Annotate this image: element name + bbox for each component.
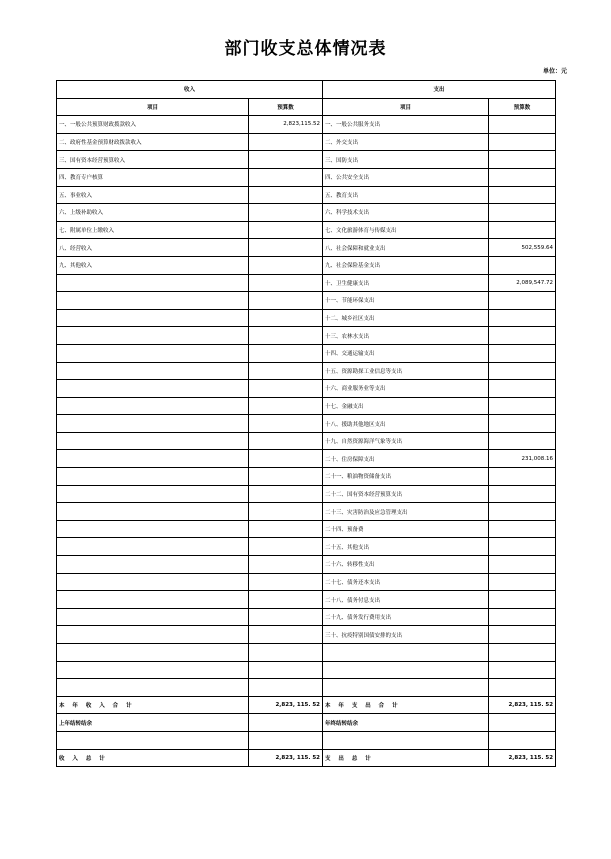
income-budget-cell bbox=[249, 274, 323, 292]
income-budget-cell bbox=[249, 168, 323, 186]
income-item-cell: 二、政府性基金预算财政拨款收入 bbox=[57, 133, 249, 151]
expense-item-header: 项目 bbox=[323, 98, 489, 116]
income-item-cell bbox=[57, 292, 249, 310]
income-item-cell bbox=[57, 644, 249, 662]
expense-item-cell: 十二、城乡社区支出 bbox=[323, 309, 489, 327]
income-item-cell bbox=[57, 520, 249, 538]
income-item-cell bbox=[57, 468, 249, 486]
expense-item-cell: 二、外交支出 bbox=[323, 133, 489, 151]
table-row bbox=[57, 538, 556, 556]
expense-budget-cell bbox=[489, 380, 556, 398]
table-row bbox=[57, 644, 556, 662]
expense-item-cell: 二十、住房保障支出 bbox=[323, 450, 489, 468]
expense-item-cell: 二十五、其他支出 bbox=[323, 538, 489, 556]
income-item-cell bbox=[57, 397, 249, 415]
income-item-cell bbox=[57, 573, 249, 591]
expense-budget-cell bbox=[489, 573, 556, 591]
year-total-row bbox=[57, 696, 556, 714]
expense-budget-cell bbox=[489, 644, 556, 662]
table-row bbox=[57, 151, 556, 169]
table-row bbox=[57, 133, 556, 151]
expense-item-cell: 五、教育支出 bbox=[323, 186, 489, 204]
table-row bbox=[57, 485, 556, 503]
income-budget-cell bbox=[249, 520, 323, 538]
expense-budget-cell bbox=[489, 468, 556, 486]
expense-budget-cell bbox=[489, 485, 556, 503]
expense-budget-cell bbox=[489, 679, 556, 697]
expense-budget-cell bbox=[489, 432, 556, 450]
expense-budget-cell bbox=[489, 344, 556, 362]
expense-budget-cell bbox=[489, 204, 556, 222]
expense-item-cell bbox=[323, 661, 489, 679]
table-row bbox=[57, 556, 556, 574]
table-row bbox=[57, 292, 556, 310]
expense-item-cell: 一、一般公共服务支出 bbox=[323, 116, 489, 134]
expense-item-cell: 二十二、国有资本经营预算支出 bbox=[323, 485, 489, 503]
expense-item-cell: 二十四、预备费 bbox=[323, 520, 489, 538]
income-budget-cell bbox=[249, 309, 323, 327]
income-item-cell bbox=[57, 661, 249, 679]
income-budget-cell bbox=[249, 186, 323, 204]
income-budget-cell bbox=[249, 661, 323, 679]
income-item-cell bbox=[57, 731, 249, 749]
unit-label: 单位：元 bbox=[542, 68, 567, 75]
income-item-cell: 一、一般公共预算财政拨款收入 bbox=[57, 116, 249, 134]
income-budget-cell bbox=[249, 591, 323, 609]
table-row bbox=[57, 239, 556, 257]
income-item-cell bbox=[57, 556, 249, 574]
income-budget-cell bbox=[249, 133, 323, 151]
income-budget-cell bbox=[249, 608, 323, 626]
expense-budget-cell: 231,008.16 bbox=[489, 450, 556, 468]
income-item-header: 项目 bbox=[57, 98, 249, 116]
end-balance-label: 年终结转结余 bbox=[323, 714, 489, 732]
expense-total-label: 支 出 总 计 bbox=[323, 749, 489, 767]
expense-item-cell: 十九、自然资源海洋气象等支出 bbox=[323, 432, 489, 450]
table-row bbox=[57, 608, 556, 626]
income-budget-cell: 2,823,115.52 bbox=[249, 116, 323, 134]
expense-item-cell: 二十七、债务还本支出 bbox=[323, 573, 489, 591]
expense-budget-cell bbox=[489, 256, 556, 274]
table-row bbox=[57, 503, 556, 521]
income-budget-cell bbox=[249, 362, 323, 380]
income-budget-cell bbox=[249, 221, 323, 239]
expense-budget-cell bbox=[489, 608, 556, 626]
income-budget-cell bbox=[249, 397, 323, 415]
income-item-cell: 七、附属单位上缴收入 bbox=[57, 221, 249, 239]
prev-balance-label: 上年结转结余 bbox=[57, 714, 249, 732]
expense-budget-cell bbox=[489, 520, 556, 538]
expense-budget-cell bbox=[489, 151, 556, 169]
expense-budget-cell bbox=[489, 186, 556, 204]
expense-budget-cell bbox=[489, 168, 556, 186]
income-budget-cell bbox=[249, 556, 323, 574]
table-row bbox=[57, 731, 556, 749]
grand-total-row bbox=[57, 749, 556, 767]
table-row bbox=[57, 626, 556, 644]
table-row bbox=[57, 432, 556, 450]
year-income-label: 本 年 收 入 合 计 bbox=[57, 696, 249, 714]
income-budget-cell bbox=[249, 432, 323, 450]
expense-item-cell: 十四、交通运输支出 bbox=[323, 344, 489, 362]
income-item-cell: 八、经营收入 bbox=[57, 239, 249, 257]
income-item-cell: 四、教育专户核算 bbox=[57, 168, 249, 186]
expense-item-cell: 二十八、债务付息支出 bbox=[323, 591, 489, 609]
income-item-cell: 六、上级补助收入 bbox=[57, 204, 249, 222]
income-budget-cell bbox=[249, 450, 323, 468]
end-balance-value bbox=[489, 714, 556, 732]
expense-budget-cell bbox=[489, 556, 556, 574]
income-item-cell bbox=[57, 344, 249, 362]
table-row bbox=[57, 204, 556, 222]
income-item-cell bbox=[57, 485, 249, 503]
expense-item-cell: 二十九、债务发行费用支出 bbox=[323, 608, 489, 626]
balance-row bbox=[57, 714, 556, 732]
expense-item-cell: 七、文化旅游体育与传媒支出 bbox=[323, 221, 489, 239]
expense-budget-cell: 502,559.64 bbox=[489, 239, 556, 257]
expense-item-cell: 二十三、灾害防治及应急管理支出 bbox=[323, 503, 489, 521]
income-item-cell bbox=[57, 362, 249, 380]
expense-item-cell: 十、卫生健康支出 bbox=[323, 274, 489, 292]
table-row bbox=[57, 362, 556, 380]
expense-budget-cell bbox=[489, 327, 556, 345]
year-expense-value: 2,823, 115. 52 bbox=[489, 696, 556, 714]
table-row bbox=[57, 256, 556, 274]
income-item-cell: 三、国有资本经营预算收入 bbox=[57, 151, 249, 169]
expense-item-cell: 十七、金融支出 bbox=[323, 397, 489, 415]
income-header: 收入 bbox=[57, 81, 323, 99]
income-item-cell bbox=[57, 591, 249, 609]
income-budget-cell bbox=[249, 468, 323, 486]
expense-item-cell: 十一、节能环保支出 bbox=[323, 292, 489, 310]
expense-item-cell: 二十一、粮油物资储备支出 bbox=[323, 468, 489, 486]
table-row bbox=[57, 309, 556, 327]
income-budget-cell bbox=[249, 256, 323, 274]
expense-item-cell: 三、国防支出 bbox=[323, 151, 489, 169]
expense-item-cell: 九、社会保险基金支出 bbox=[323, 256, 489, 274]
expense-budget-cell bbox=[489, 221, 556, 239]
header-row-columns bbox=[57, 98, 556, 116]
expense-header: 支出 bbox=[323, 81, 556, 99]
table-row bbox=[57, 344, 556, 362]
table-row bbox=[57, 591, 556, 609]
table-row bbox=[57, 186, 556, 204]
expense-item-cell: 六、科学技术支出 bbox=[323, 204, 489, 222]
income-item-cell bbox=[57, 415, 249, 433]
income-item-cell bbox=[57, 450, 249, 468]
income-budget-cell bbox=[249, 731, 323, 749]
table-row bbox=[57, 573, 556, 591]
table-row bbox=[57, 661, 556, 679]
expense-total-value: 2,823, 115. 52 bbox=[489, 749, 556, 767]
income-item-cell: 五、事业收入 bbox=[57, 186, 249, 204]
expense-budget-cell bbox=[489, 731, 556, 749]
income-budget-cell bbox=[249, 327, 323, 345]
income-item-cell bbox=[57, 309, 249, 327]
income-budget-cell bbox=[249, 573, 323, 591]
income-budget-cell bbox=[249, 344, 323, 362]
expense-budget-cell bbox=[489, 362, 556, 380]
table-row bbox=[57, 116, 556, 134]
income-item-cell bbox=[57, 608, 249, 626]
expense-item-cell bbox=[323, 731, 489, 749]
income-budget-header: 预算数 bbox=[249, 98, 323, 116]
expense-budget-cell bbox=[489, 133, 556, 151]
expense-item-cell: 二十六、转移性支出 bbox=[323, 556, 489, 574]
expense-budget-cell bbox=[489, 292, 556, 310]
table-row bbox=[57, 380, 556, 398]
table-row bbox=[57, 168, 556, 186]
income-budget-cell bbox=[249, 380, 323, 398]
expense-item-cell: 八、社会保障和就业支出 bbox=[323, 239, 489, 257]
income-total-label: 收 入 总 计 bbox=[57, 749, 249, 767]
expense-item-cell: 四、公共安全支出 bbox=[323, 168, 489, 186]
expense-budget-cell bbox=[489, 661, 556, 679]
expense-budget-cell bbox=[489, 397, 556, 415]
income-budget-cell bbox=[249, 679, 323, 697]
income-budget-cell bbox=[249, 503, 323, 521]
income-item-cell bbox=[57, 626, 249, 644]
income-budget-cell bbox=[249, 415, 323, 433]
expense-budget-cell bbox=[489, 626, 556, 644]
expense-item-cell bbox=[323, 679, 489, 697]
income-item-cell bbox=[57, 679, 249, 697]
expense-budget-cell bbox=[489, 309, 556, 327]
table-row bbox=[57, 327, 556, 345]
table-row bbox=[57, 679, 556, 697]
expense-item-cell bbox=[323, 644, 489, 662]
budget-table bbox=[56, 80, 556, 767]
expense-item-cell: 十八、援助其他地区支出 bbox=[323, 415, 489, 433]
expense-budget-cell bbox=[489, 503, 556, 521]
income-item-cell: 九、其他收入 bbox=[57, 256, 249, 274]
expense-budget-header: 预算数 bbox=[489, 98, 556, 116]
income-budget-cell bbox=[249, 239, 323, 257]
table-row bbox=[57, 274, 556, 292]
expense-item-cell: 三十、抗疫特别国债安排的支出 bbox=[323, 626, 489, 644]
income-item-cell bbox=[57, 380, 249, 398]
income-budget-cell bbox=[249, 626, 323, 644]
income-item-cell bbox=[57, 327, 249, 345]
expense-budget-cell bbox=[489, 415, 556, 433]
income-item-cell bbox=[57, 432, 249, 450]
expense-budget-cell bbox=[489, 538, 556, 556]
expense-budget-cell: 2,089,547.72 bbox=[489, 274, 556, 292]
income-item-cell bbox=[57, 503, 249, 521]
income-budget-cell bbox=[249, 151, 323, 169]
income-budget-cell bbox=[249, 644, 323, 662]
expense-item-cell: 十六、商业服务业等支出 bbox=[323, 380, 489, 398]
prev-balance-value bbox=[249, 714, 323, 732]
table-row bbox=[57, 397, 556, 415]
page-title: 部门收支总体情况表 bbox=[224, 39, 387, 59]
table-row bbox=[57, 221, 556, 239]
table-row bbox=[57, 450, 556, 468]
expense-item-cell: 十五、资源勘探工业信息等支出 bbox=[323, 362, 489, 380]
income-budget-cell bbox=[249, 538, 323, 556]
year-expense-label: 本 年 支 出 合 计 bbox=[323, 696, 489, 714]
income-total-value: 2,823, 115. 52 bbox=[249, 749, 323, 767]
expense-budget-cell bbox=[489, 591, 556, 609]
expense-item-cell: 十三、农林水支出 bbox=[323, 327, 489, 345]
income-budget-cell bbox=[249, 204, 323, 222]
income-item-cell bbox=[57, 538, 249, 556]
income-budget-cell bbox=[249, 485, 323, 503]
income-item-cell bbox=[57, 274, 249, 292]
year-income-value: 2,823, 115. 52 bbox=[249, 696, 323, 714]
expense-budget-cell bbox=[489, 116, 556, 134]
income-budget-cell bbox=[249, 292, 323, 310]
header-row-sections bbox=[57, 81, 556, 99]
table-row bbox=[57, 520, 556, 538]
table-row bbox=[57, 415, 556, 433]
table-row bbox=[57, 468, 556, 486]
